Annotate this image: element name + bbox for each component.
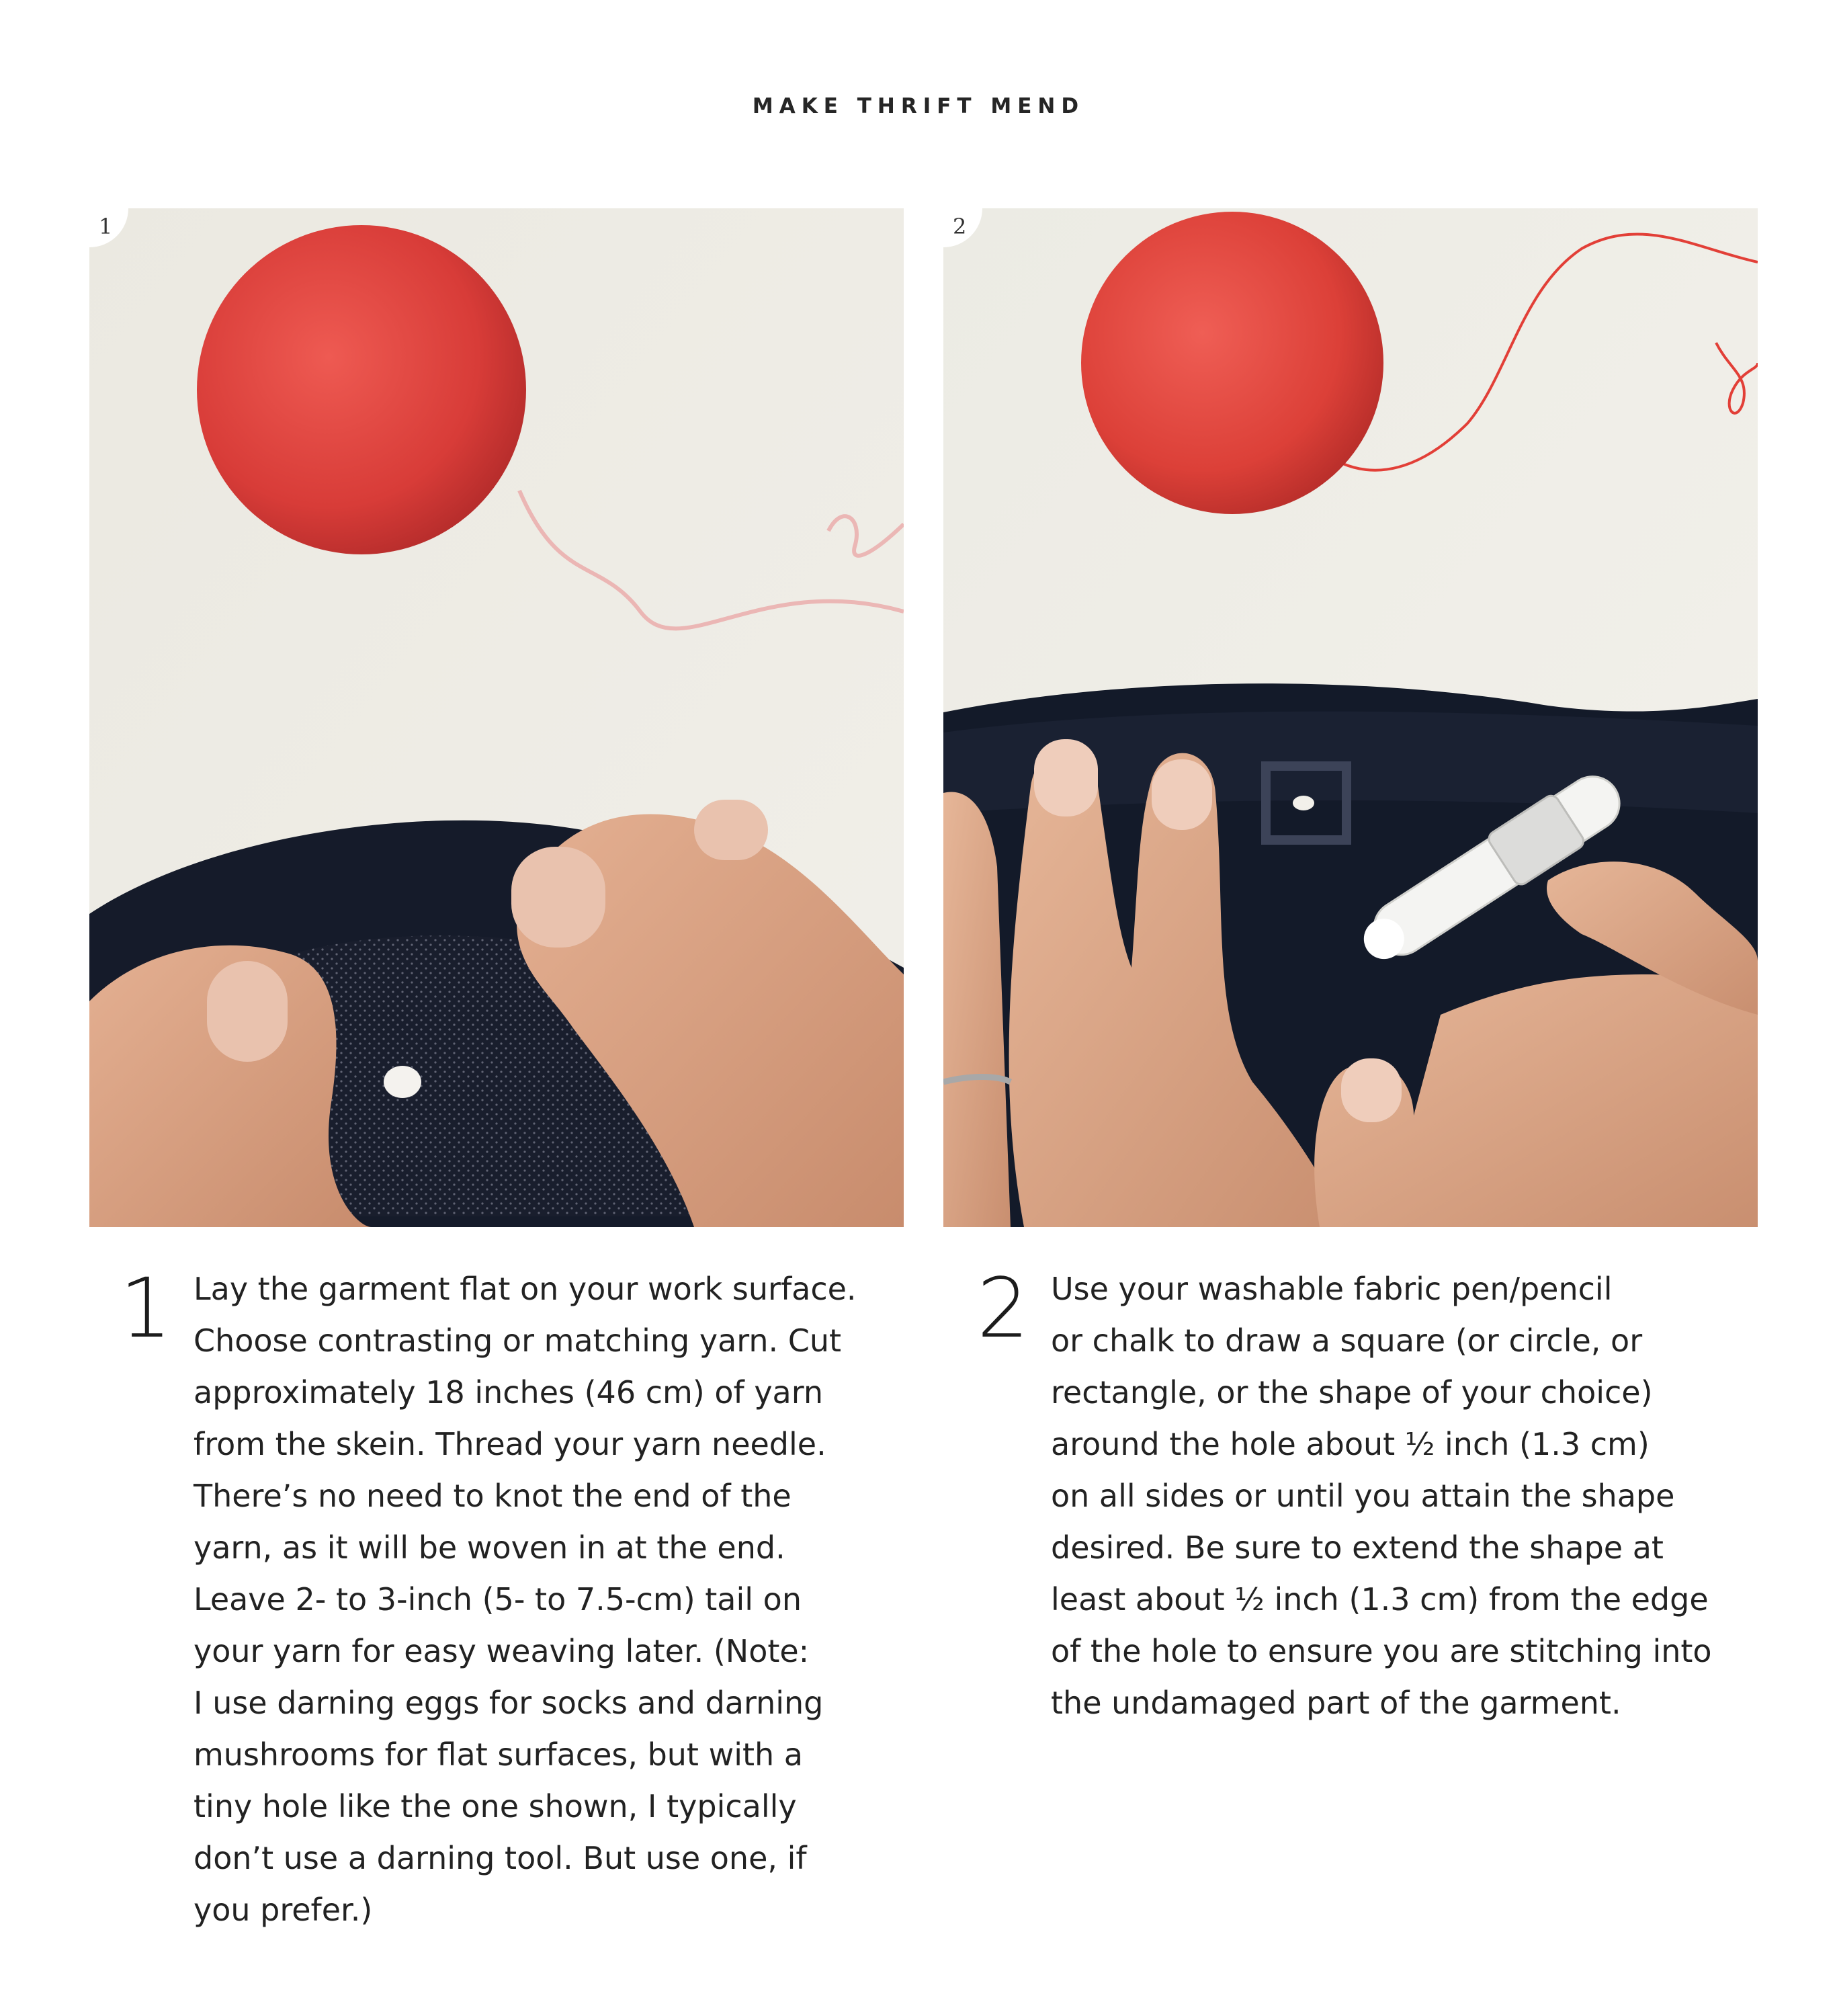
text-line: Lay the garment flat on your work surface. bbox=[194, 1271, 857, 1307]
step-2-numeral: 2 bbox=[977, 1261, 1029, 1356]
step-1-text bbox=[194, 1263, 857, 1936]
right-thumbnail bbox=[511, 847, 605, 948]
step-2-photo bbox=[943, 208, 1758, 1227]
fingernail bbox=[1152, 759, 1212, 830]
text-line: of the hole to ensure you are stitching into bbox=[1051, 1633, 1712, 1669]
text-line: yarn, as it will be woven in at the end. bbox=[194, 1529, 785, 1566]
step-2-illustration bbox=[943, 208, 1758, 1227]
text-line: I use darning eggs for socks and darning bbox=[194, 1685, 824, 1721]
step-2-text bbox=[1051, 1263, 1712, 1729]
text-line: mushrooms for flat surfaces, but with a bbox=[194, 1736, 803, 1773]
text-line: from the skein. Thread your yarn needle. bbox=[194, 1426, 826, 1462]
text-line: There’s no need to knot the end of the bbox=[194, 1478, 792, 1514]
step-1-photo bbox=[89, 208, 904, 1227]
text-line: around the hole about ½ inch (1.3 cm) bbox=[1051, 1426, 1650, 1462]
photo-number: 1 bbox=[99, 214, 113, 239]
right-fingernail bbox=[694, 800, 768, 860]
step-1-numeral: 1 bbox=[120, 1261, 172, 1356]
hole bbox=[384, 1066, 421, 1098]
text-line: the undamaged part of the garment. bbox=[1051, 1685, 1621, 1721]
text-line: you prefer.) bbox=[194, 1892, 373, 1928]
text-line: your yarn for easy weaving later. (Note: bbox=[194, 1633, 810, 1669]
text-line: Use your washable fabric pen/pencil bbox=[1051, 1271, 1613, 1307]
fingernail bbox=[1341, 1058, 1402, 1122]
yarn-ball bbox=[1081, 212, 1383, 514]
fingernail bbox=[1034, 739, 1098, 816]
text-line: desired. Be sure to extend the shape at bbox=[1051, 1529, 1664, 1566]
hole bbox=[1293, 796, 1314, 810]
running-header: MAKE THRIFT MEND bbox=[752, 94, 1085, 118]
text-line: don’t use a darning tool. But use one, if bbox=[194, 1840, 807, 1876]
text-line: rectangle, or the shape of your choice) bbox=[1051, 1374, 1653, 1411]
step-1-illustration bbox=[89, 208, 904, 1227]
text-line: on all sides or until you attain the shape bbox=[1051, 1478, 1675, 1514]
photo-number: 2 bbox=[953, 214, 967, 239]
text-line: Choose contrasting or matching yarn. Cut bbox=[194, 1322, 842, 1359]
left-thumbnail bbox=[207, 961, 288, 1062]
yarn-ball bbox=[197, 225, 526, 554]
text-line: least about ½ inch (1.3 cm) from the edge bbox=[1051, 1581, 1709, 1618]
text-line: or chalk to draw a square (or circle, or bbox=[1051, 1322, 1643, 1359]
text-line: tiny hole like the one shown, I typically bbox=[194, 1788, 797, 1824]
text-line: approximately 18 inches (46 cm) of yarn bbox=[194, 1374, 824, 1411]
text-line: Leave 2- to 3-inch (5- to 7.5-cm) tail on bbox=[194, 1581, 802, 1618]
